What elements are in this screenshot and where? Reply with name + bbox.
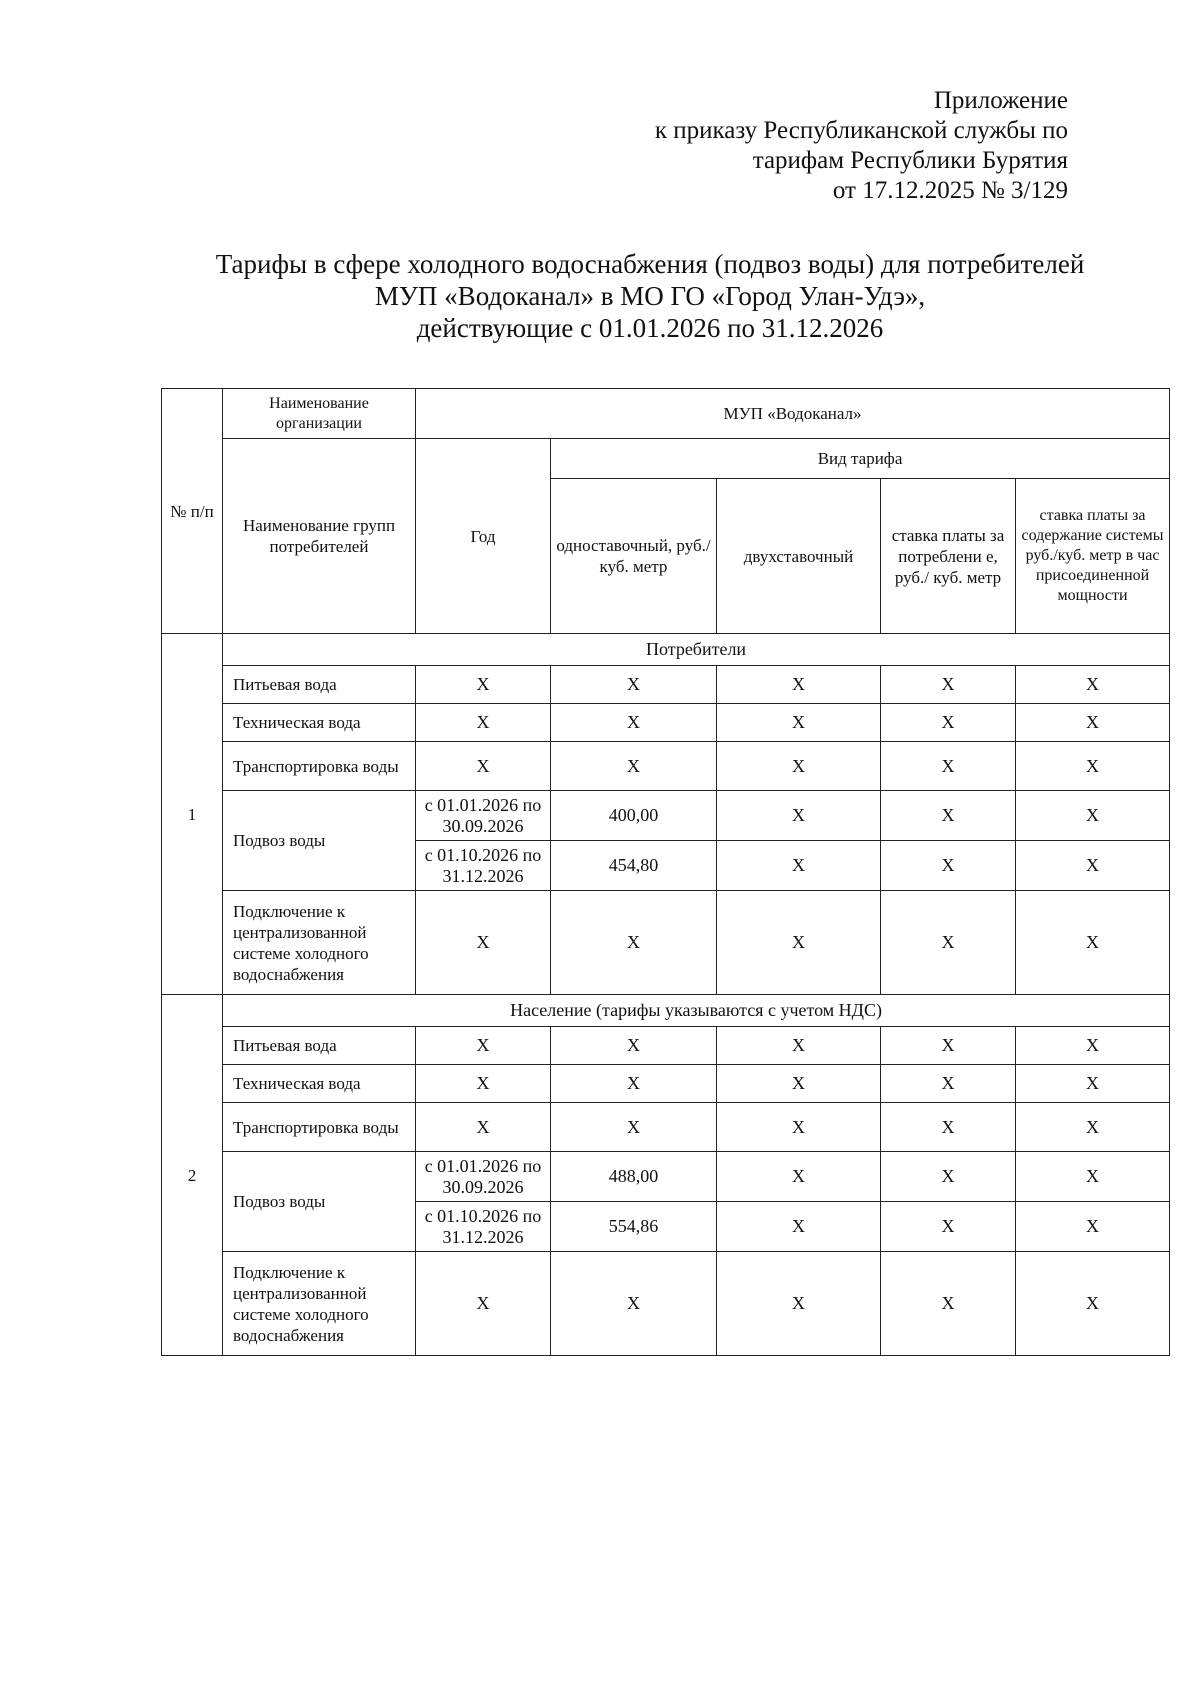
appendix-block [508,86,1068,206]
row-name: Подключение к централизованной системе холодного водоснабжения [223,891,416,995]
cell-double: X [717,1103,881,1152]
cell-single: 400,00 [551,791,717,841]
cell-single: X [551,1027,717,1065]
cell-consumption: X [881,1152,1016,1202]
header-org-name: МУП «Водоканал» [416,389,1170,439]
cell-double: X [717,1065,881,1103]
cell-maintenance: X [1016,1065,1170,1103]
row-name: Техническая вода [223,1065,416,1103]
cell-maintenance: X [1016,1027,1170,1065]
row-name: Подключение к централизованной системе холодного водоснабжения [223,1252,416,1356]
cell-single: X [551,704,717,742]
section-number: 2 [162,995,223,1356]
cell-single: X [551,742,717,791]
header-year: Год [416,439,551,634]
header-num: № п/п [162,389,223,634]
cell-single: X [551,666,717,704]
cell-double: X [717,1027,881,1065]
cell-consumption: X [881,742,1016,791]
cell-consumption: X [881,666,1016,704]
appendix-line: от 17.12.2025 № 3/129 [832,177,1068,204]
tariff-table [161,388,1170,1356]
cell-maintenance: X [1016,1152,1170,1202]
row-year: X [416,1103,551,1152]
row-name: Подвоз воды [223,1152,416,1252]
cell-double: X [717,1252,881,1356]
header-tariff-type: Вид тарифа [551,439,1170,479]
appendix-line: Приложение [933,87,1068,114]
cell-single: 454,80 [551,841,717,891]
header-org-label: Наименование организации [223,389,416,439]
cell-consumption: X [881,1027,1016,1065]
appendix-line: к приказу Республиканской службы по [654,117,1068,144]
cell-consumption: X [881,891,1016,995]
row-name: Транспортировка воды [223,742,416,791]
row-name: Транспортировка воды [223,1103,416,1152]
header-col-single: одноставочный, руб./ куб. метр [551,479,717,634]
cell-double: X [717,791,881,841]
header-col-double: двухставочный [717,479,881,634]
cell-consumption: X [881,1252,1016,1356]
cell-consumption: X [881,841,1016,891]
cell-maintenance: X [1016,704,1170,742]
title-line: действующие с 01.01.2026 по 31.12.2026 [416,313,884,343]
cell-maintenance: X [1016,841,1170,891]
row-name: Техническая вода [223,704,416,742]
header-col-consumption: ставка платы за потреблени е, руб./ куб. метр [881,479,1016,634]
cell-single: 554,86 [551,1202,717,1252]
cell-consumption: X [881,1065,1016,1103]
cell-double: X [717,841,881,891]
cell-single: X [551,1065,717,1103]
row-year: X [416,891,551,995]
cell-single: X [551,891,717,995]
row-name: Питьевая вода [223,1027,416,1065]
row-period: с 01.01.2026 по 30.09.2026 [416,791,551,841]
cell-maintenance: X [1016,1252,1170,1356]
title-line: МУП «Водоканал» в МО ГО «Город Улан-Удэ», [374,281,926,311]
cell-maintenance: X [1016,891,1170,995]
appendix-line: тарифам Республики Бурятия [752,147,1068,174]
row-year: X [416,704,551,742]
header-col-maintenance: ставка платы за содержание системы руб./куб. метр в час присоединенной мощности [1016,479,1170,634]
cell-maintenance: X [1016,666,1170,704]
row-name: Подвоз воды [223,791,416,891]
row-period: с 01.10.2026 по 31.12.2026 [416,841,551,891]
cell-consumption: X [881,704,1016,742]
cell-single: X [551,1252,717,1356]
row-year: X [416,742,551,791]
cell-maintenance: X [1016,742,1170,791]
cell-maintenance: X [1016,1202,1170,1252]
cell-double: X [717,742,881,791]
row-year: X [416,1065,551,1103]
cell-consumption: X [881,791,1016,841]
cell-single: 488,00 [551,1152,717,1202]
cell-maintenance: X [1016,1103,1170,1152]
cell-single: X [551,1103,717,1152]
cell-double: X [717,704,881,742]
section-title: Потребители [223,634,1170,666]
row-year: X [416,1027,551,1065]
title-line: Тарифы в сфере холодного водоснабжения (подвоз воды) для потребителей [215,249,1085,279]
section-number: 1 [162,634,223,995]
row-name: Питьевая вода [223,666,416,704]
row-year: X [416,666,551,704]
cell-consumption: X [881,1202,1016,1252]
row-period: с 01.10.2026 по 31.12.2026 [416,1202,551,1252]
row-year: X [416,1252,551,1356]
row-period: с 01.01.2026 по 30.09.2026 [416,1152,551,1202]
document-title [150,248,1150,344]
cell-double: X [717,1152,881,1202]
cell-consumption: X [881,1103,1016,1152]
cell-double: X [717,1202,881,1252]
section-title: Население (тарифы указываются с учетом НДС) [223,995,1170,1027]
cell-maintenance: X [1016,791,1170,841]
cell-double: X [717,891,881,995]
header-groups-label: Наименование групп потребителей [223,439,416,634]
cell-double: X [717,666,881,704]
